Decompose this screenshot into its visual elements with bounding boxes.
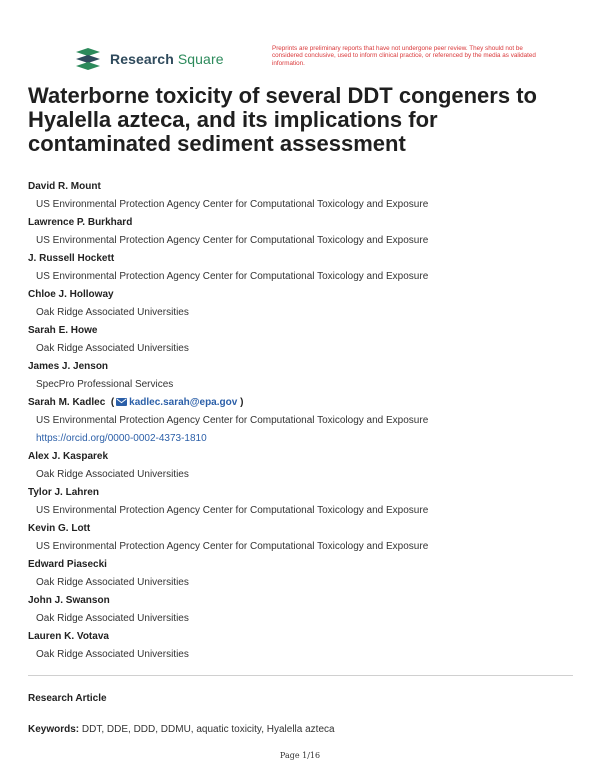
author-name: J. Russell Hockett [28,253,115,264]
author-affiliation: US Environmental Protection Agency Center for Computational Toxicology and Exposure [36,271,429,282]
author-name: David R. Mount [28,181,101,192]
author-affiliation: US Environmental Protection Agency Center for Computational Toxicology and Exposure [36,505,429,516]
author-entry [28,520,573,556]
preprint-notice: Preprints are preliminary reports that have not undergone peer review. They should not be considered conclusive, used to inform clinical practice, or referenced by the media as validated information. [272,45,536,67]
author-affiliation: Oak Ridge Associated Universities [36,469,189,480]
author-entry [28,214,573,250]
email-open-paren: ( [108,397,115,408]
keywords-label: Keywords: [28,724,80,735]
author-name: Sarah E. Howe [28,325,98,336]
author-entry [28,448,573,484]
page-number: Page 1/16 [279,751,321,760]
author-name-row [28,394,573,412]
author-affiliation: US Environmental Protection Agency Center for Computational Toxicology and Exposure [36,199,429,210]
author-name: Kevin G. Lott [28,523,91,534]
author-affiliation: Oak Ridge Associated Universities [36,343,189,354]
author-entry [28,322,573,358]
author-affiliation: US Environmental Protection Agency Center for Computational Toxicology and Exposure [36,415,429,426]
email-close-paren: ) [237,397,244,408]
author-entry [28,592,573,628]
orcid-link[interactable]: https://orcid.org/0000-0002-4373-1810 [36,433,207,444]
page-header [0,0,600,80]
author-list [28,178,573,664]
author-entry [28,286,573,322]
author-entry [28,628,573,664]
author-affiliation: US Environmental Protection Agency Center for Computational Toxicology and Exposure [36,235,429,246]
author-name: Lauren K. Votava [28,631,109,642]
author-entry [28,484,573,520]
research-square-logo[interactable] [74,48,224,70]
envelope-icon [116,398,127,406]
keywords-values: DDT, DDE, DDD, DDMU, aquatic toxicity, Hyalella azteca [81,724,335,735]
author-name: Sarah M. Kadlec [28,397,106,408]
keywords-line [28,724,335,735]
author-name: James J. Jenson [28,361,109,372]
author-name: Tylor J. Lahren [28,487,99,498]
author-affiliation: Oak Ridge Associated Universities [36,649,189,660]
author-affiliation: US Environmental Protection Agency Center for Computational Toxicology and Exposure [36,541,429,552]
author-entry-corresponding [28,394,573,448]
author-name: Alex J. Kasparek [28,451,109,462]
author-name: Edward Piasecki [28,559,107,570]
author-entry [28,358,573,394]
author-entry [28,250,573,286]
author-affiliation: Oak Ridge Associated Universities [36,307,189,318]
research-square-logo-icon [74,48,102,70]
author-name: Lawrence P. Burkhard [28,217,133,228]
author-affiliation: Oak Ridge Associated Universities [36,577,189,588]
article-type: Research Article [28,693,107,704]
author-name: Chloe J. Holloway [28,289,114,300]
author-email-link[interactable]: kadlec.sarah@epa.gov [129,397,238,408]
author-name: John J. Swanson [28,595,110,606]
author-affiliation: SpecPro Professional Services [36,379,174,390]
author-entry [28,178,573,214]
section-divider [28,675,573,676]
logo-wordmark: Research Square [110,51,224,67]
paper-title: Waterborne toxicity of several DDT congeners to Hyalella azteca, and its implications for contaminated sediment assessment [28,83,537,156]
author-entry [28,556,573,592]
author-affiliation: Oak Ridge Associated Universities [36,613,189,624]
